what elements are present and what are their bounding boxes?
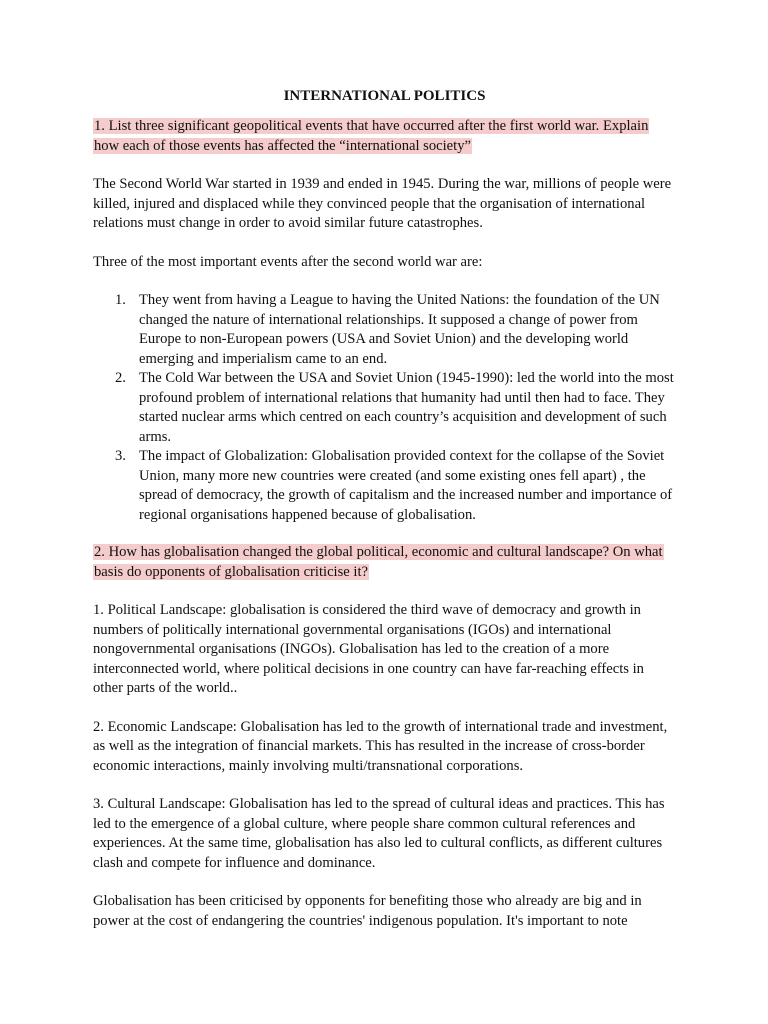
list-item xyxy=(115,291,676,369)
paragraph-political-landscape: 1. Political Landscape: globalisation is considered the third wave of democracy and growth in numbers of politically international governmental organisations (IGOs) and international nongovernmental organisations (INGOs). Globalisation has led to the creation of a more interconnected world, where political decisions in one country can have far-reaching effects in other parts of the world.. xyxy=(93,602,644,696)
list-item-text: The impact of Globalization: Globalisation provided context for the collapse of the Soviet Union, many more new countries were created (and some existing ones fell apart) , the spread of democracy, the growth of capitalism and the increased number and importance of regional organisations happened because of globalisation. xyxy=(139,448,673,523)
list-item-number: 2. xyxy=(115,370,126,386)
paragraph-events-intro: Three of the most important events after the second world war are: xyxy=(93,253,483,270)
paragraph-economic-landscape: 2. Economic Landscape: Globalisation has led to the growth of international trade and investment, as well as the integration of financial markets. This has resulted in the increase of cross-border economic interactions, mainly involving multi/transnational corporations. xyxy=(93,718,668,774)
events-list xyxy=(93,291,676,525)
question-1 xyxy=(93,117,676,156)
question-1-highlight: 1. List three significant geopolitical events that have occurred after the first world war. Explain how each of those events has affected the “international society” xyxy=(94,118,649,154)
list-item xyxy=(115,369,676,447)
document-title: INTERNATIONAL POLITICS xyxy=(283,88,486,104)
list-item-number: 1. xyxy=(115,292,126,308)
list-item-number: 3. xyxy=(115,448,126,464)
list-item-text: The Cold War between the USA and Soviet Union (1945-1990): led the world into the most profound problem of international relations that humanity had until then had to face. They started nuclear arms which centred on each country’s acquisition and development of such arms. xyxy=(139,370,674,445)
paragraph-second-world-war: The Second World War started in 1939 and ended in 1945. During the war, millions of people were killed, injured and displaced while they convinced people that the organisation of international relations must change in order to avoid similar future catastrophes. xyxy=(93,176,672,231)
list-item xyxy=(115,447,676,525)
list-item-text: They went from having a League to having the United Nations: the foundation of the UN changed the nature of international relationships. It supposed a change of power from Europe to non-European powers (USA and Soviet Union) and the developing world emerging and imperialism came to an end. xyxy=(139,292,660,367)
question-2 xyxy=(93,543,676,582)
question-2-highlight: 2. How has globalisation changed the global political, economic and cultural landscape? On what basis do opponents of globalisation criticise it? xyxy=(94,544,663,580)
paragraph-criticism: Globalisation has been criticised by opponents for benefiting those who already are big and in power at the cost of endangering the countries' indigenous population. It's important to note xyxy=(93,893,642,929)
paragraph-cultural-landscape: 3. Cultural Landscape: Globalisation has led to the spread of cultural ideas and practices. This has led to the emergence of a global culture, where people share common cultural references and experiences. At the same time, globalisation has also led to cultural conflicts, as different cultures clash and compete for influence and dominance. xyxy=(93,796,665,871)
